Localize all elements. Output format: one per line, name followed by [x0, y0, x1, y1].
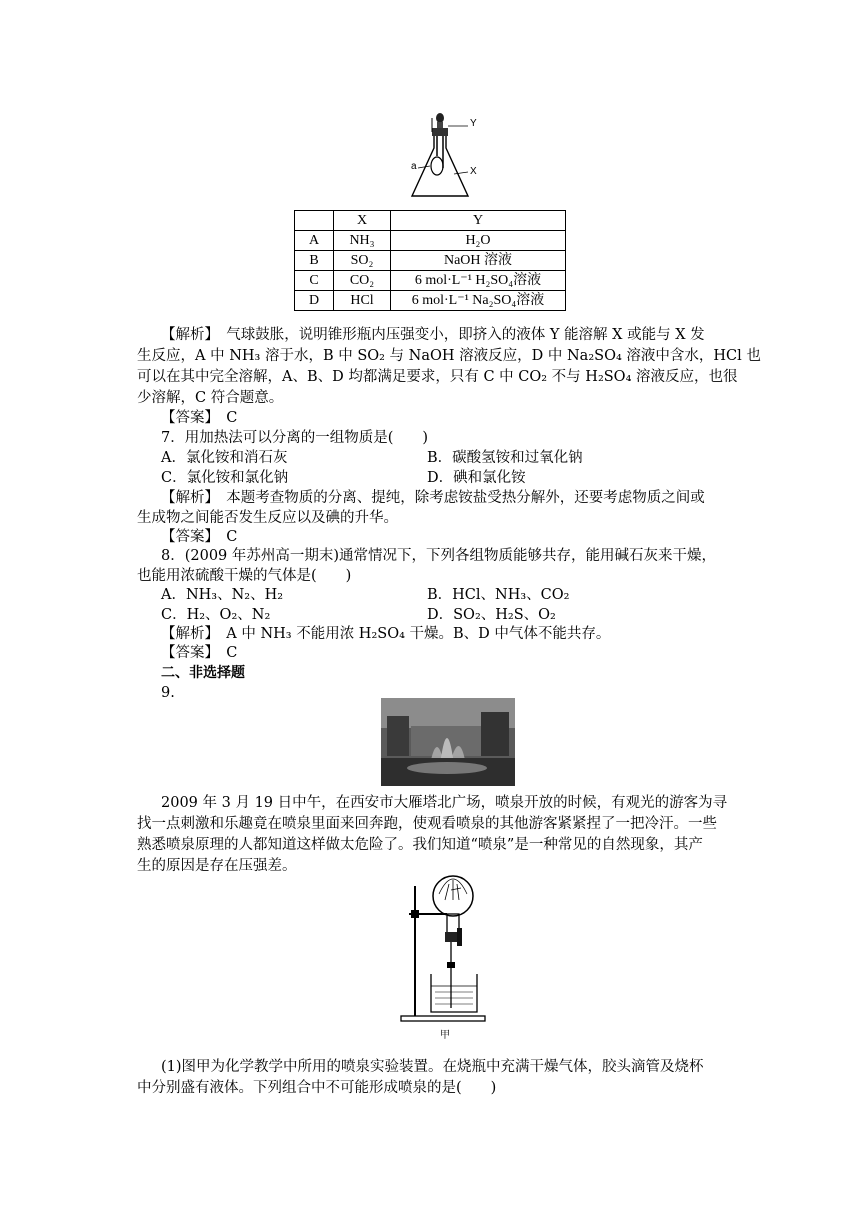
fountain-apparatus-figure	[395, 870, 495, 1026]
q7-stem: 7．用加热法可以分离的一组物质是( )	[161, 430, 429, 446]
fig1-label-y: Y	[470, 118, 477, 129]
table-cell: A	[295, 231, 334, 251]
section-heading: 二、非选择题	[161, 665, 245, 681]
table-cell: NaOH 溶液	[391, 251, 566, 271]
q7-option-d: D．碘和氯化铵	[427, 470, 526, 486]
q8-option-a: A．NH₃、N₂、H₂	[161, 587, 284, 603]
q9-paragraph-line: 熟悉喷泉原理的人都知道这样做太危险了。我们知道“喷泉”是一种常见的自然现象，其产	[137, 837, 703, 853]
table-cell: SO₂	[334, 251, 391, 271]
table-row	[295, 231, 566, 251]
q6-analysis-line: 生反应，A 中 NH₃ 溶于水，B 中 SO₂ 与 NaOH 溶液反应，D 中 Na₂SO₄ 溶液中含水，HCl 也	[137, 348, 761, 364]
q9-paragraph-line: 找一点刺激和乐趣竟在喷泉里面来回奔跑，使观看喷泉的其他游客紧紧捏了一把冷汗。一些	[137, 816, 717, 832]
q9-paragraph-line: 2009 年 3 月 19 日中午，在西安市大雁塔北广场，喷泉开放的时候，有观光的游客为寻	[161, 795, 728, 811]
q6-answer: 【答案】 C	[161, 410, 238, 426]
table-header-row	[295, 211, 566, 231]
table-cell: 6 mol·L⁻¹ H₂SO₄溶液	[391, 271, 566, 291]
table-cell: HCl	[334, 291, 391, 311]
table-row	[295, 271, 566, 291]
q8-analysis: 【解析】 A 中 NH₃ 不能用浓 H₂SO₄ 干燥。B、D 中气体不能共存。	[161, 626, 611, 642]
q6-analysis-line: 可以在其中完全溶解，A、B、D 均都满足要求，只有 C 中 CO₂ 不与 H₂SO₄ 溶液反应，也很	[137, 369, 738, 385]
q9-sub1-line: (1)图甲为化学教学中所用的喷泉实验装置。在烧瓶中充满干燥气体，胶头滴管及烧杯	[161, 1059, 704, 1075]
table-cell: C	[295, 271, 334, 291]
fig1-label-a: a	[411, 161, 417, 172]
table-row	[295, 251, 566, 271]
q8-stem-line: 8．(2009 年苏州高一期末)通常情况下，下列各组物质能够共存，能用碱石灰来干燥，	[161, 548, 717, 564]
q7-option-c: C．氯化铵和氯化钠	[161, 470, 289, 486]
q6-analysis-line: 少溶解，C 符合题意。	[137, 390, 284, 406]
q9-paragraph-line: 生的原因是存在压强差。	[137, 858, 297, 874]
q7-option-a: A．氯化铵和消石灰	[161, 450, 288, 466]
table-cell: NH₃	[334, 231, 391, 251]
flask-apparatus-figure	[404, 108, 494, 206]
options-table	[294, 210, 566, 311]
q8-option-d: D．SO₂、H₂S、O₂	[427, 607, 556, 623]
q9-number: 9.	[161, 685, 175, 701]
table-cell: B	[295, 251, 334, 271]
fig1-label-x: X	[470, 166, 477, 177]
q7-option-b: B．碳酸氢铵和过氧化钠	[427, 450, 583, 466]
figure-caption: 甲	[440, 1030, 450, 1041]
q8-answer: 【答案】 C	[161, 645, 238, 661]
q7-analysis-line: 生成物之间能否发生反应以及碘的升华。	[137, 510, 398, 526]
table-row	[295, 291, 566, 311]
fountain-photo	[381, 698, 515, 786]
table-cell: D	[295, 291, 334, 311]
q8-stem-line: 也能用浓硫酸干燥的气体是( )	[137, 568, 352, 584]
q8-option-c: C．H₂、O₂、N₂	[161, 607, 271, 623]
q7-analysis-line: 【解析】 本题考查物质的分离、提纯，除考虑铵盐受热分解外，还要考虑物质之间或	[161, 490, 705, 506]
table-header-cell: Y	[391, 211, 566, 231]
table-header-cell	[295, 211, 334, 231]
table-cell: 6 mol·L⁻¹ Na₂SO₄溶液	[391, 291, 566, 311]
table-cell: CO₂	[334, 271, 391, 291]
q7-answer: 【答案】 C	[161, 529, 238, 545]
table-header-cell: X	[334, 211, 391, 231]
q6-analysis-line: 【解析】 气球鼓胀，说明锥形瓶内压强变小，即挤入的液体 Y 能溶解 X 或能与 X 发	[161, 327, 705, 343]
q8-option-b: B．HCl、NH₃、CO₂	[427, 587, 570, 603]
table-cell: H₂O	[391, 231, 566, 251]
q9-sub1-line: 中分别盛有液体。下列组合中不可能形成喷泉的是( )	[137, 1080, 497, 1096]
